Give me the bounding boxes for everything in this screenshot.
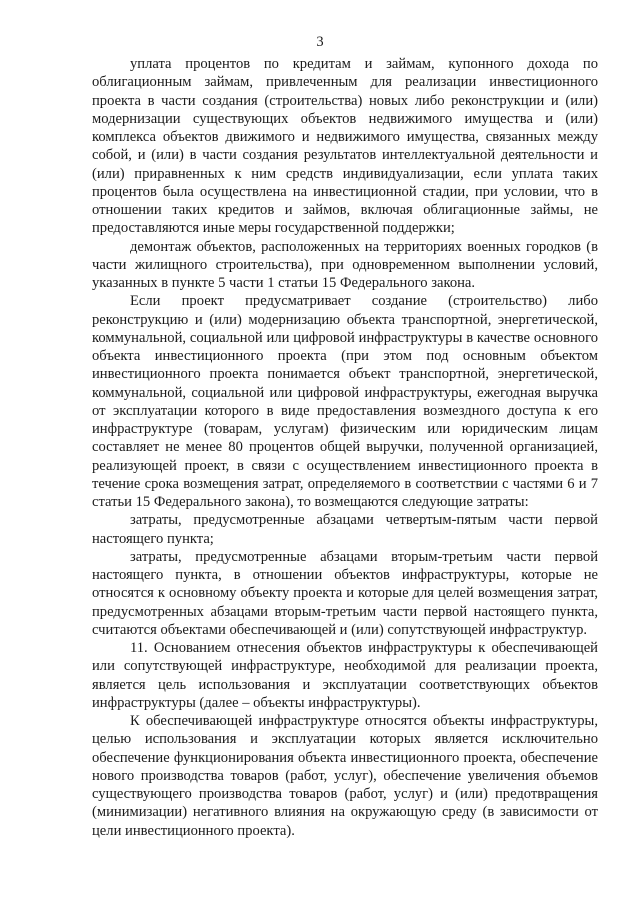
paragraph-interest-payment: уплата процентов по кредитам и займам, купонного дохода по облигационным займам, привлеченным для реализации инвестиционного проекта в части создания (строительства) новых либо реконструкции и (или) модернизации существующих объектов недвижимого имущества и (или) комплекса объектов движимого и недвижимого имущества, связанных между собой, и (или) в части создания результатов интеллектуальной деятельности и (или) приравненных к ним средств индивидуализации, если уплата таких процентов была осуществлена на инвестиционной стадии, при условии, что в отношении таких кредитов и займов, включая облигационные займы, не предоставляются иные меры государственной поддержки; <box>92 56 598 237</box>
paragraph-supporting-infrastructure: К обеспечивающей инфраструктуре относятся объекты инфраструктуры, целью использования и эксплуатации которых является исключительно обеспечение функционирования объекта инвестиционного проекта, обеспечение нового производства товаров (работ, услуг), обеспечение увеличения объемов существующего производства товаров (работ, услуг) и (или) предотвращения (минимизации) негативного влияния на окружающую среду (в зависимости от цели инвестиционного проекта). <box>92 713 598 839</box>
paragraph-costs-two-three: затраты, предусмотренные абзацами вторым-третьим части первой настоящего пункта, в отношении объектов инфраструктуры, которые не относятся к основному объекту проекта и которые для целей возмещения затрат, предусмотренных абзацами вторым-третьим части первой настоящего пункта, считаются объектами обеспечивающей и (или) сопутствующей инфраструктур. <box>92 548 598 638</box>
paragraph-infrastructure-project: Если проект предусматривает создание (строительство) либо реконструкцию и (или) модернизацию объекта транспортной, энергетической, коммунальной, социальной или цифровой инфраструктуры в качестве основного объекта инвестиционного проекта (при этом под основным объектом инвестиционного проекта понимается объект транспортной, энергетической, коммунальной, социальной или цифровой инфраструктуры, ежегодная выручка от эксплуатации которого в виде предоставления возмездного доступа к его инфраструктуре (товарам, услугам) физическим или юридическим лицам составляет не менее 80 процентов общей выручки, полученной организацией, реализующей проект, в связи с осуществлением инвестиционного проекта в течение срока возмещения затрат, определяемого в соответствии с частями 6 и 7 статьи 15 Федерального закона), то возмещаются следующие затраты: <box>92 293 598 510</box>
paragraph-clause-11: 11. Основанием отнесения объектов инфраструктуры к обеспечивающей или сопутствующей инфраструктуре, необходимой для реализации проекта, является цель использования и эксплуатации соответствующих объектов инфраструктуры (далее – объекты инфраструктуры). <box>92 640 598 711</box>
paragraph-costs-four-five: затраты, предусмотренные абзацами четвертым-пятым части первой настоящего пункта; <box>92 512 598 547</box>
page-number: 3 <box>316 34 324 50</box>
document-body <box>92 55 598 840</box>
paragraph-dismantling: демонтаж объектов, расположенных на территориях военных городков (в части жилищного строительства), при одновременном выполнении условий, указанных в пункте 5 части 1 статьи 15 Федерального закона. <box>92 238 598 291</box>
